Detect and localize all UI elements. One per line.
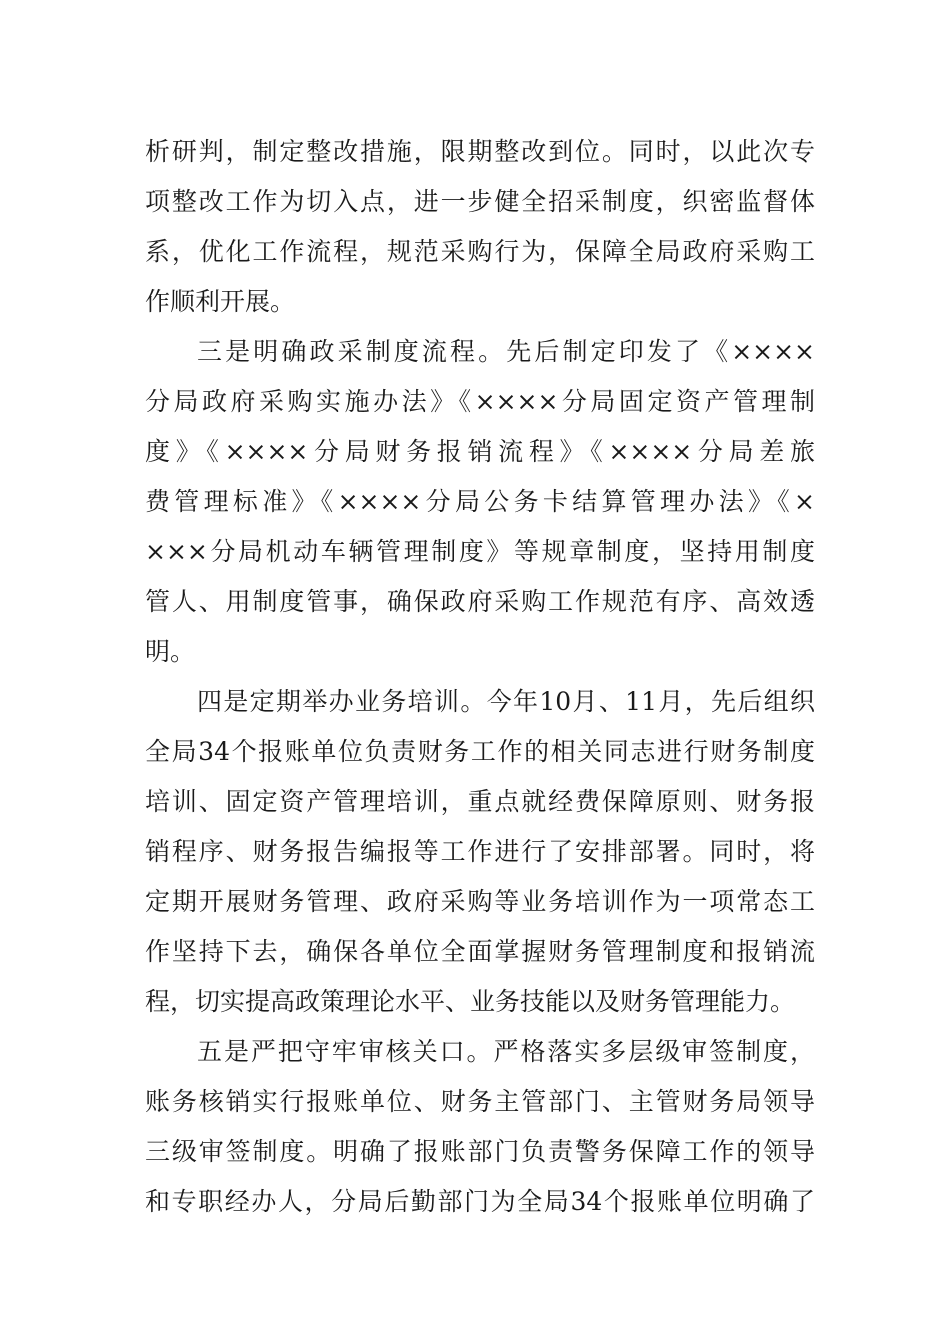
text-line: 和专职经办人，分局后勤部门为全局34个报账单位明确了 <box>145 1187 815 1216</box>
text-line: 全局34个报账单位负责财务工作的相关同志进行财务制度 <box>145 737 815 766</box>
text-line: 作坚持下去，确保各单位全面掌握财务管理制度和报销流 <box>145 937 815 966</box>
text-line: 费管理标准》《××××分局公务卡结算管理办法》《× <box>145 487 815 516</box>
text-line: 管人、用制度管事，确保政府采购工作规范有序、高效透 <box>145 587 815 616</box>
paragraph-heading-line: 四是定期举办业务培训。今年10月、11月，先后组织 <box>197 687 815 716</box>
paragraph-heading-line: 三是明确政采制度流程。先后制定印发了《×××× <box>197 337 815 366</box>
text-line: 三级审签制度。明确了报账部门负责警务保障工作的领导 <box>145 1137 815 1166</box>
text-line: 项整改工作为切入点，进一步健全招采制度，织密监督体 <box>145 187 815 216</box>
text-line: 程，切实提高政策理论水平、业务技能以及财务管理能力。 <box>145 987 796 1016</box>
text-line: 分局政府采购实施办法》《××××分局固定资产管理制 <box>145 387 815 416</box>
text-line: 系，优化工作流程，规范采购行为，保障全局政府采购工 <box>145 237 815 266</box>
text-line: 析研判，制定整改措施，限期整改到位。同时，以此次专 <box>145 137 815 166</box>
paragraph-heading-line: 五是严把守牢审核关口。严格落实多层级审签制度， <box>197 1037 815 1066</box>
text-line: 销程序、财务报告编报等工作进行了安排部署。同时，将 <box>145 837 815 866</box>
text-line: ×××分局机动车辆管理制度》等规章制度，坚持用制度 <box>145 537 815 566</box>
text-line: 账务核销实行报账单位、财务主管部门、主管财务局领导 <box>145 1087 815 1116</box>
text-line: 培训、固定资产管理培训，重点就经费保障原则、财务报 <box>145 787 815 816</box>
text-line: 作顺利开展。 <box>145 287 296 316</box>
text-line: 度》《××××分局财务报销流程》《××××分局差旅 <box>145 437 815 466</box>
text-line: 定期开展财务管理、政府采购等业务培训作为一项常态工 <box>145 887 815 916</box>
text-line: 明。 <box>145 637 196 666</box>
